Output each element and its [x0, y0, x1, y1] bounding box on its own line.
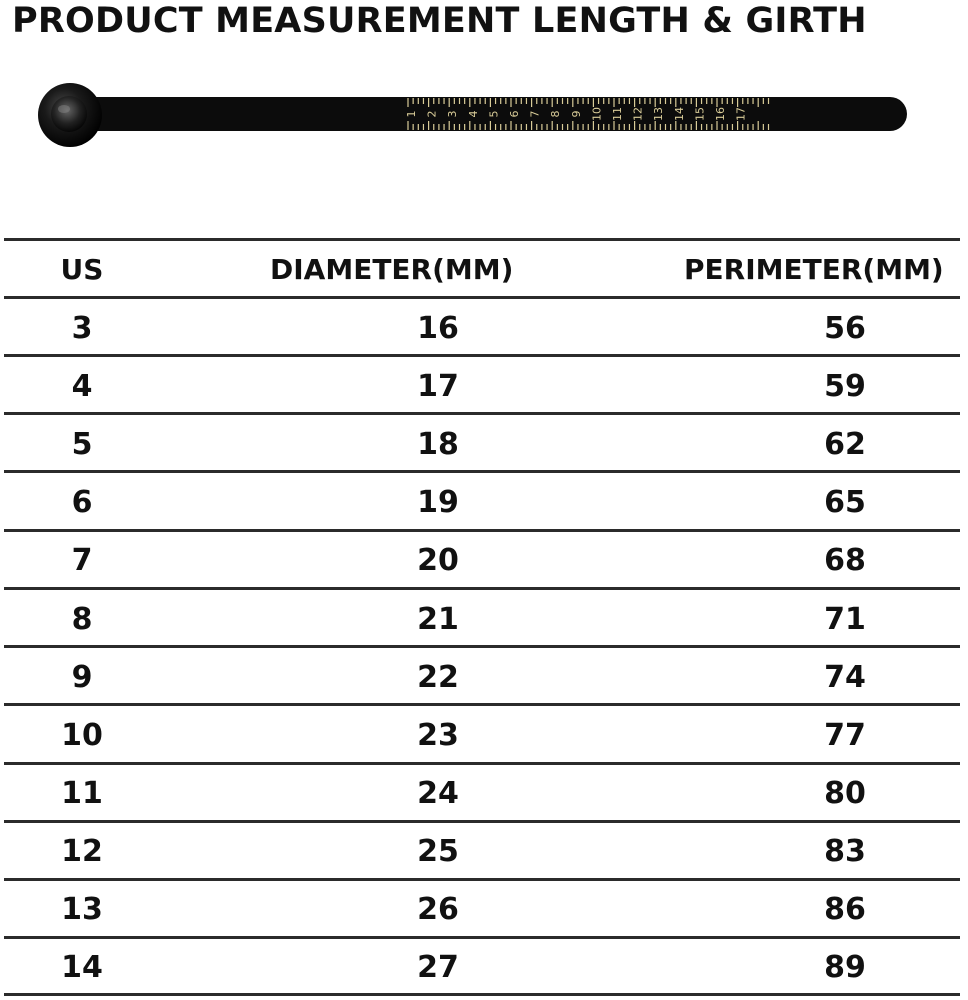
table-cell-diameter: 22 [417, 660, 459, 695]
table-rule [4, 878, 960, 881]
scale-label: 14 [672, 107, 686, 121]
page-title: PRODUCT MEASUREMENT LENGTH & GIRTH [12, 1, 867, 41]
scale-label: 13 [652, 107, 666, 121]
table-cell-us: 8 [71, 602, 93, 637]
table-cell-perimeter: 89 [824, 950, 866, 985]
table-cell-us: 4 [71, 369, 93, 404]
scale-label: 4 [466, 110, 480, 118]
table-cell-perimeter: 59 [824, 369, 866, 404]
scale-label: 2 [425, 110, 439, 118]
table-cell-us: 12 [61, 834, 103, 869]
table-cell-us: 3 [71, 311, 93, 346]
table-rule [4, 412, 960, 415]
table-cell-perimeter: 77 [824, 718, 866, 753]
table-rule [4, 993, 960, 996]
table-rule [4, 645, 960, 648]
table-cell-perimeter: 80 [824, 776, 866, 811]
table-cell-perimeter: 83 [824, 834, 866, 869]
table-cell-perimeter: 65 [824, 485, 866, 520]
table-cell-perimeter: 71 [824, 602, 866, 637]
table-cell-us: 7 [71, 543, 93, 578]
table-cell-diameter: 16 [417, 311, 459, 346]
table-cell-diameter: 17 [417, 369, 459, 404]
table-cell-us: 14 [61, 950, 103, 985]
table-cell-diameter: 25 [417, 834, 459, 869]
table-cell-diameter: 26 [417, 892, 459, 927]
scale-label: 16 [714, 107, 727, 121]
table-cell-diameter: 20 [417, 543, 459, 578]
table-rule [4, 762, 960, 765]
table-cell-us: 11 [61, 776, 103, 811]
table-rule [4, 820, 960, 823]
scale-label: 3 [446, 110, 460, 118]
table-rule [4, 354, 960, 357]
table-cell-perimeter: 86 [824, 892, 866, 927]
table-cell-us: 10 [61, 718, 103, 753]
table-cell-us: 5 [71, 427, 93, 462]
table-cell-diameter: 21 [417, 602, 459, 637]
header-us: US [60, 253, 104, 286]
table-cell-perimeter: 62 [824, 427, 866, 462]
table-cell-us: 13 [61, 892, 103, 927]
header-diameter: DIAMETER(MM) [270, 253, 514, 286]
table-cell-perimeter: 74 [824, 660, 866, 695]
table-cell-diameter: 18 [417, 427, 459, 462]
table-rule [4, 587, 960, 590]
scale-label: 5 [487, 110, 501, 118]
table-cell-diameter: 23 [417, 718, 459, 753]
table-cell-perimeter: 56 [824, 311, 866, 346]
table-rule [4, 238, 960, 241]
scale-label: 8 [549, 110, 563, 118]
table-cell-diameter: 19 [417, 485, 459, 520]
table-rule [4, 703, 960, 706]
scale-label: 12 [631, 107, 645, 121]
scale-label: 17 [734, 107, 748, 121]
table-rule [4, 529, 960, 532]
scale-label: 7 [528, 110, 542, 118]
scale-label: 1 [405, 110, 418, 118]
scale-label: 9 [569, 110, 583, 118]
scale-label: 10 [590, 107, 604, 121]
scale-label: 11 [611, 107, 624, 121]
header-perimeter: PERIMETER(MM) [684, 253, 944, 286]
table-rule [4, 296, 960, 299]
table-rule [4, 470, 960, 473]
table-rule [4, 936, 960, 939]
scale-label: 6 [508, 110, 521, 118]
table-cell-us: 9 [71, 660, 93, 695]
table-cell-diameter: 27 [417, 950, 459, 985]
table-cell-us: 6 [71, 485, 93, 520]
table-cell-diameter: 24 [417, 776, 459, 811]
table-cell-perimeter: 68 [824, 543, 866, 578]
scale-label: 15 [693, 107, 707, 121]
